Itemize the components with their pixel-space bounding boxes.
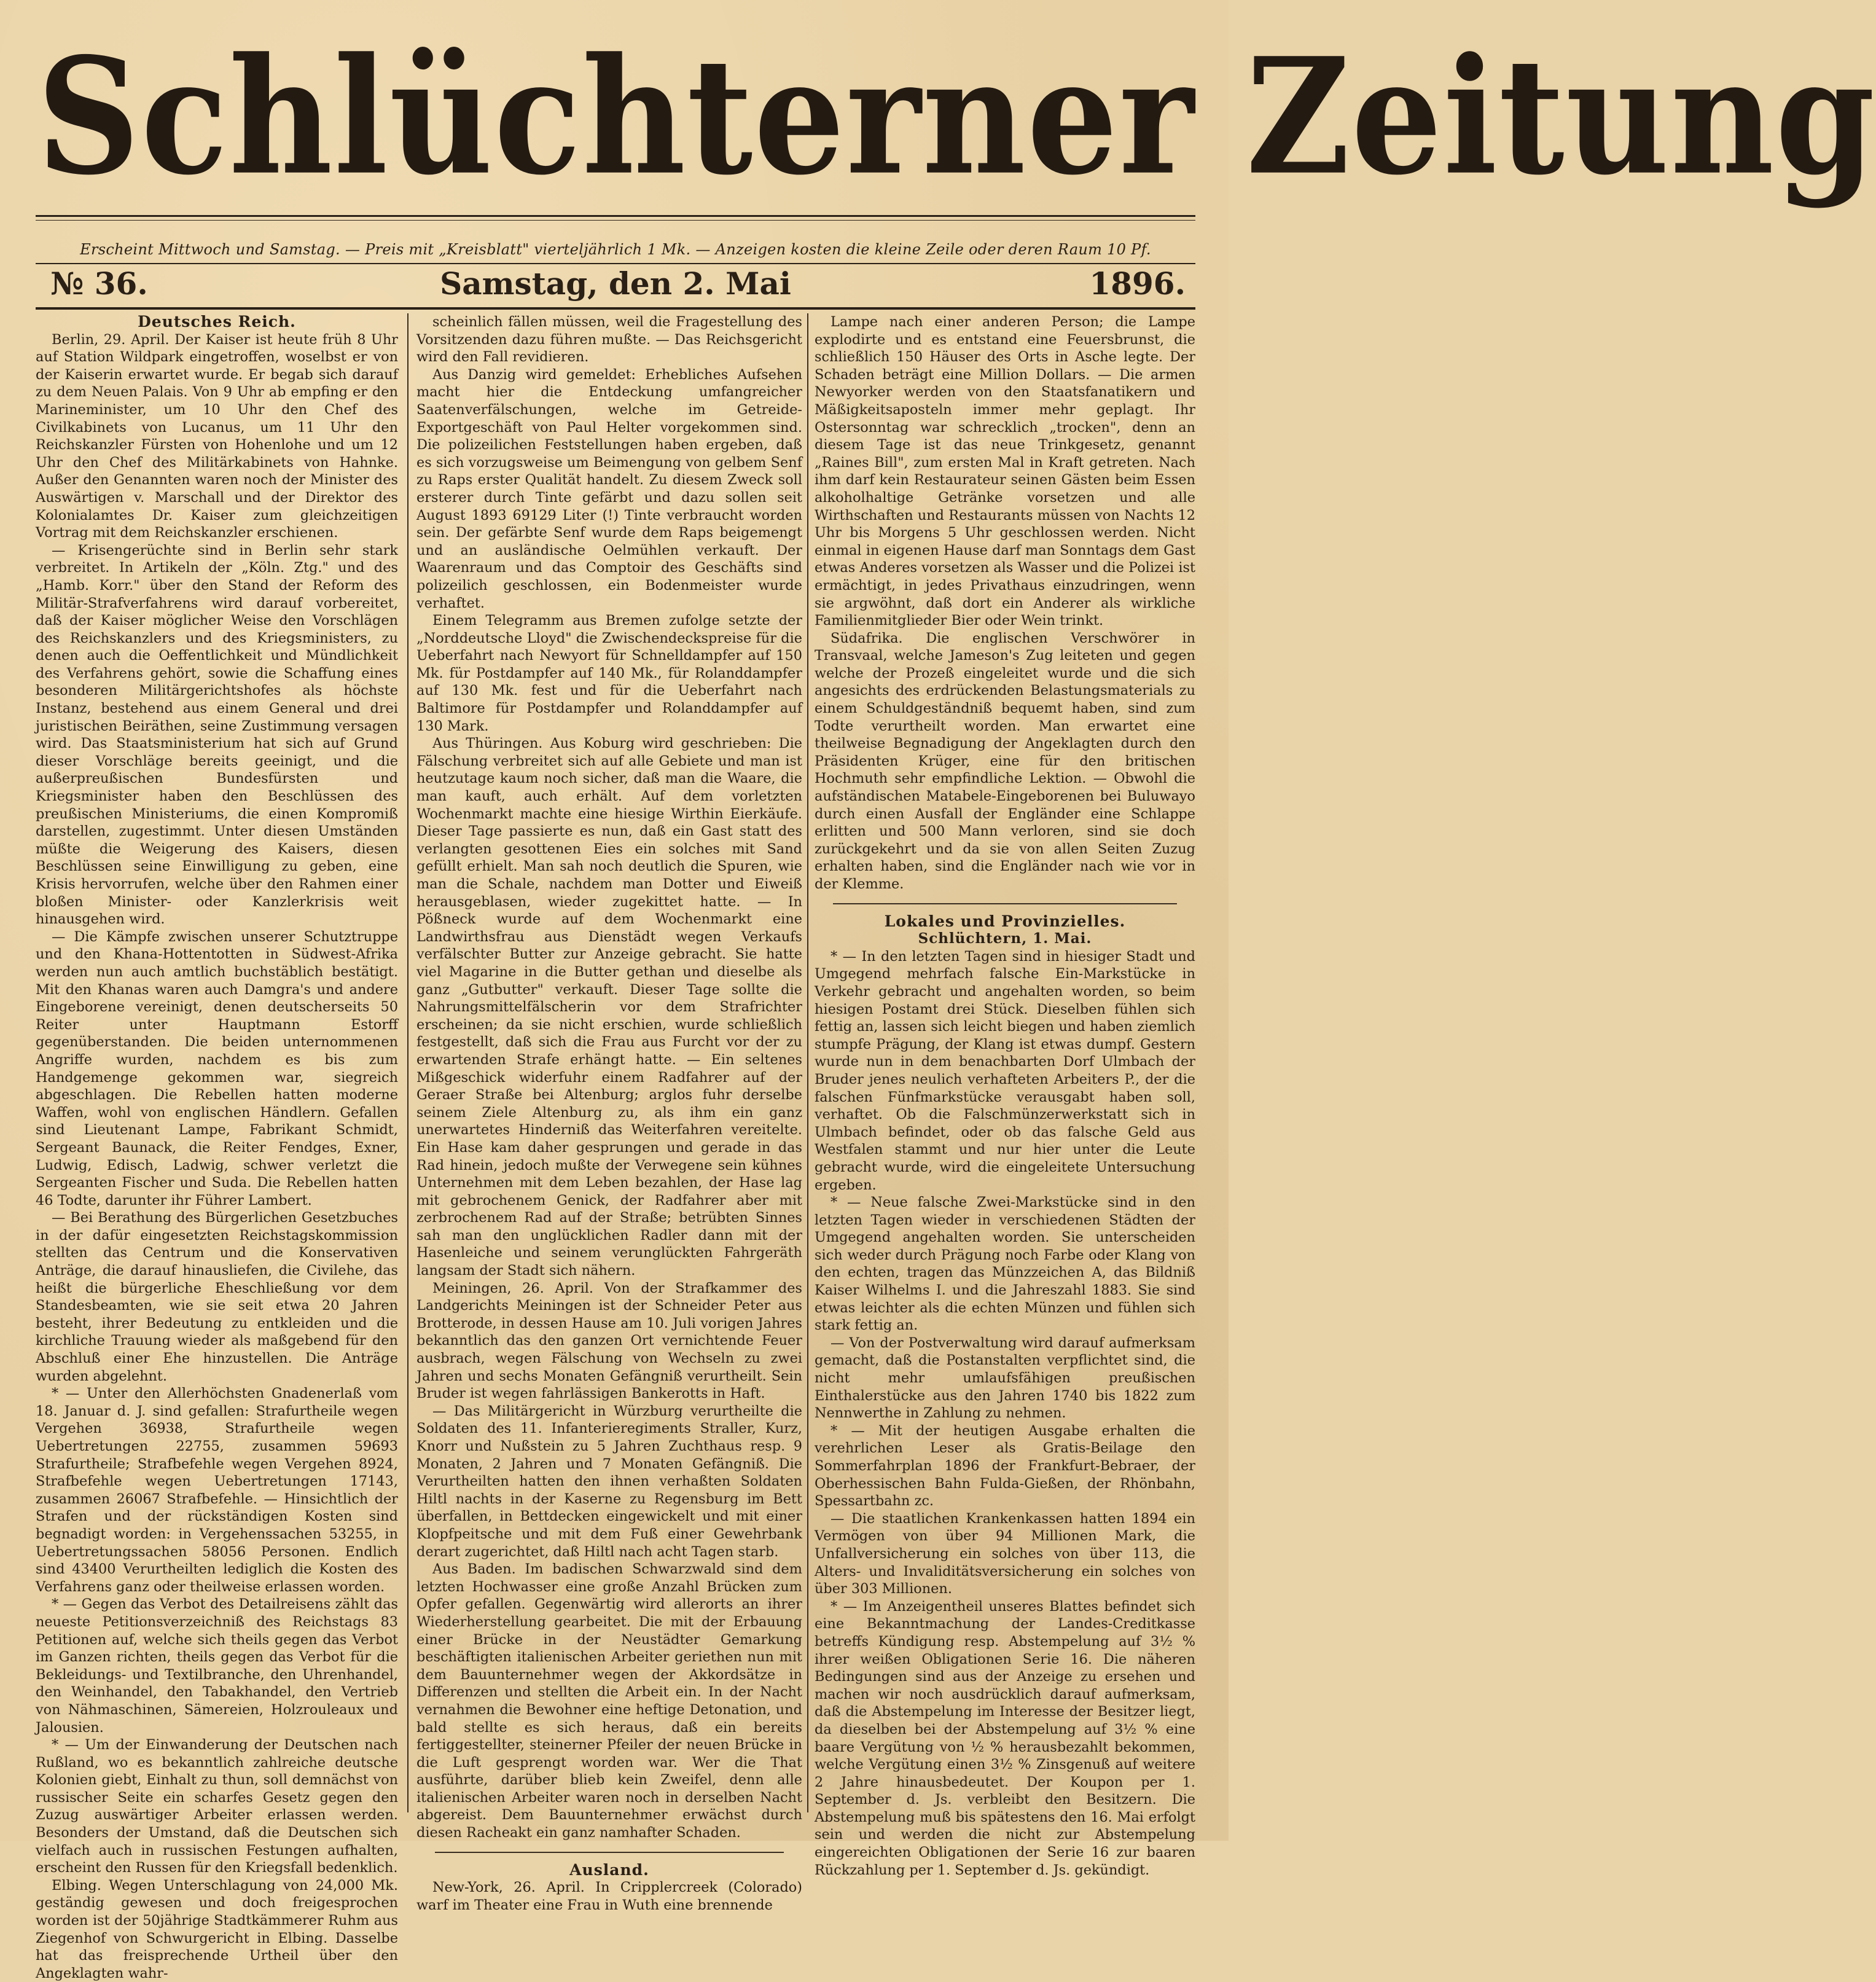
column-divider <box>807 313 808 1812</box>
column-3 <box>815 313 1195 1878</box>
dateline-rule <box>36 307 1195 310</box>
article-paragraph: Meiningen, 26. April. Von der Strafkammer des Landgerichts Meiningen ist der Schneider Peter aus Brotterode, in dessen Hause am 10. Juli vorigen Jahres bekanntlich das den ganzen Ort vernichtende Feuer ausbrach, wegen Fälschung von Wechseln zu zwei Jahren und sechs Monaten Gefängniß verurtheilt. Sein Bruder ist wegen fahrlässigen Bankerotts in Haft. <box>416 1280 802 1402</box>
article-paragraph: * — Neue falsche Zwei-Markstücke sind in den letzten Tagen wieder in verschiedenen Städten der Umgegend angehalten worden. Sie unterscheiden sich weder durch Prägung noch Farbe oder Klang von den echten, tragen das Münzzeichen A, das Bildniß Kaiser Wilhelms I. und die Jahreszahl 1883. Sie sind etwas leichter als die echten Münzen und fühlen sich stark fettig an. <box>815 1194 1195 1334</box>
article-paragraph: — Krisengerüchte sind in Berlin sehr stark verbreitet. In Artikeln der „Köln. Ztg." und des „Hamb. Korr." über den Stand der Reform des Militär-Strafverfahrens wird darauf vorbereitet, daß der Kaiser möglicher Weise den Vorschlägen des Reichskanzlers und des Kriegsministers, zu denen auch die Oeffentlichkeit und Mündlichkeit des Verfahrens gehört, sowie die Schaffung eines besonderen Militärgerichtshofes als höchste Instanz, bestehend aus einem General und drei juristischen Beiräthen, seine Zustimmung versagen wird. Das Staatsministerium hat sich auf Grund dieser Vorschläge bereits geeinigt, und die außerpreußischen Bundesfürsten und Kriegsminister haben den Beschlüssen des preußischen Ministeriums, die einen Kompromiß darstellen, zugestimmt. Unter diesen Umständen müßte die Weigerung des Kaisers, diesen Beschlüssen seine Einwilligung zu geben, eine Krisis hervorrufen, welche über den Rahmen einer bloßen Minister- oder Kanzlerkrisis weit hinausgehen wird. <box>36 542 398 928</box>
article-paragraph: Aus Baden. Im badischen Schwarzwald sind dem letzten Hochwasser eine große Anzahl Brücken zum Opfer gefallen. Gegenwärtig wird allerorts an ihrer Wiederherstellung gearbeitet. Die mit der Erbauung einer Brücke in der Neustädter Gemarkung beschäftigten italienischen Arbeiter geriethen nun mit dem Bauunternehmer wegen der Akkordsätze in Differenzen und stellten die Arbeit ein. In der Nacht vernahmen die Bewohner eine heftige Detonation, und bald stellte es sich heraus, daß ein bereits fertiggestellter, steinerner Pfeiler der neuen Brücke in die Luft gesprengt worden war. Wer die That ausführte, darüber blieb kein Zweifel, denn alle italienischen Arbeiter waren noch in derselben Nacht abgereist. Dem Bauunternehmer erwächst durch diesen Racheakt ein ganz namhafter Schaden. <box>416 1561 802 1841</box>
article-paragraph: — Die Kämpfe zwischen unserer Schutztruppe und den Khana-Hottentotten in Südwest-Afrika werden nun auch amtlich buchstäblich bestätigt. Mit den Khanas waren auch Damgra's und andere Eingeborene vereinigt, denen deutscherseits 50 Reiter unter Hauptmann Estorff gegenüberstanden. Die beiden unternommenen Angriffe wurden, nachdem es bis zum Handgemenge gekommen war, siegreich abgeschlagen. Die Rebellen hatten moderne Waffen, wohl von englischen Händlern. Gefallen sind Lieutenant Lampe, Fabrikant Schmidt, Sergeant Baunack, die Reiter Fendges, Exner, Ludwig, Edisch, Ladwig, schwer verletzt die Sergeanten Fischer und Suda. Die Rebellen hatten 46 Todte, darunter ihr Führer Lambert. <box>36 928 398 1208</box>
article-paragraph: Südafrika. Die englischen Verschwörer in Transvaal, welche Jameson's Zug leiteten und gegen welche der Prozeß eingeleitet wurde und die sich angesichts des erdrückenden Belastungsmaterials zu einem Schuldgeständniß bequemt haben, sind zum Todte verurtheilt worden. Man erwartet eine theilweise Begnadigung der Angeklagten durch den Präsidenten Krüger, eine für den britischen Hochmuth sehr empfindliche Lektion. — Obwohl die aufständischen Matabele-Eingeborenen bei Buluwayo durch einen Ausfall der Engländer eine Schlappe erlitten und 500 Mann verloren, sind sie doch zurückgekehrt und da sie von allen Seiten Zuzug erhalten haben, sind die Engländer nach wie vor in der Klemme. <box>815 630 1195 892</box>
section-heading: Lokales und Provinzielles. <box>884 912 1126 930</box>
article-paragraph: — Die staatlichen Krankenkassen hatten 1894 ein Vermögen von über 94 Millionen Mark, die Unfallversicherung ein solches von über 113, die Alters- und Invaliditätsversicherung ein solches von über 303 Millionen. <box>815 1510 1195 1597</box>
issue-number: № 36. <box>50 265 148 302</box>
article-paragraph: — Das Militärgericht in Würzburg verurtheilte die Soldaten des 11. Infanterieregiments Straller, Kurz, Knorr und Nußstein zu 5 Jahren Zuchthaus resp. 9 Monaten, 2 Jahren und 7 Monaten Gefängniß. Die Verurtheilten hatten den ihnen verhaßten Soldaten Hiltl nachts in der Kaserne zu Regensburg im Bett überfallen, in Bettdecken eingewickelt und mit einer Klopfpeitsche und mit dem Fuß einer Gewehrbank derart zugerichtet, daß Hiltl nach acht Tagen starb. <box>416 1403 802 1560</box>
column-2 <box>416 313 802 1913</box>
article-paragraph: * — Unter den Allerhöchsten Gnadenerlaß vom 18. Januar d. J. sind gefallen: Strafurtheile wegen Vergehen 36938, Strafurtheile wegen Uebertretungen 22755, zusammen 59693 Strafurtheile; Strafbefehle wegen Vergehen 8924, Strafbefehle wegen Uebertretungen 17143, zusammen 26067 Strafbefehle. — Hinsichtlich der Strafen und der rückständigen Kosten sind begnadigt worden: in Vergehenssachen 53255, in Uebertretungssachen 58056 Personen. Endlich sind 43400 Verurtheilten lediglich die Kosten des Verfahrens ganz oder theilweise erlassen worden. <box>36 1385 398 1595</box>
section-rule <box>435 1852 784 1853</box>
article-paragraph: Aus Danzig wird gemeldet: Erhebliches Aufsehen macht hier die Entdeckung umfangreicher Saatenverfälschungen, welche im Getreide-Exportgeschäft von Paul Helter vorgekommen sind. Die polizeilichen Feststellungen haben ergeben, daß es sich vorzugsweise um Beimengung von gelbem Senf zu Raps erster Qualität handelt. Zu diesem Zweck soll ersterer durch Tinte gefärbt und dazu sollen seit August 1893 69129 Liter (!) Tinte verbraucht worden sein. Der gefärbte Senf wurde dem Raps beigemengt und an ausländische Oelmühlen verkauft. Der Waarenraum und das Comptoir des Geschäfts sind polizeilich geschlossen, ein Bodenmeister wurde verhaftet. <box>416 366 802 611</box>
article-paragraph: * — Gegen das Verbot des Detailreisens zählt das neueste Petitionsverzeichniß des Reichstags 83 Petitionen auf, welche sich theils gegen das Verbot im Ganzen richten, theils gegen das Verbot für die Bekleidungs- und Textilbranche, den Uhrenhandel, den Weinhandel, den Tabakhandel, den Vertrieb von Nähmaschinen, Sämereien, Holzrouleaux und Jalousien. <box>36 1596 398 1736</box>
masthead-rule-thin <box>36 220 1195 221</box>
info-rule <box>36 263 1195 264</box>
section-heading: Ausland. <box>569 1860 649 1879</box>
article-paragraph: Einem Telegramm aus Bremen zufolge setzte der „Norddeutsche Lloyd" die Zwischendeckspreise für die Ueberfahrt nach Newyort für Schnelldampfer auf 150 Mk. für Postdampfer auf 140 Mk., für Rolanddampfer auf 130 Mk. fest und für die Ueberfahrt nach Baltimore für Postdampfer und Rolanddampfer auf 130 Mark. <box>416 613 802 734</box>
article-paragraph: scheinlich fällen müssen, weil die Fragestellung des Vorsitzenden dazu führen mußte. — Das Reichsgericht wird den Fall revidieren. <box>416 314 802 366</box>
article-columns <box>36 313 1195 1981</box>
article-paragraph: — Bei Berathung des Bürgerlichen Gesetzbuches in der dafür eingesetzten Reichstagskommission stellten das Centrum und die Konservativen Anträge, die darauf hinausliefen, die Civilehe, das heißt die bürgerliche Eheschließung vor dem Standesbeamten, wie sie seit etwa 20 Jahren besteht, ihrer Bedeutung zu entkleiden und die kirchliche Trauung wieder als maßgebend für den Abschluß einer Ehe hinzustellen. Die Anträge wurden abgelehnt. <box>36 1210 398 1384</box>
section-heading: Deutsches Reich. <box>138 313 296 331</box>
article-paragraph: * — Um der Einwanderung der Deutschen nach Rußland, wo es bekanntlich zahlreiche deutsche Kolonien giebt, Einhalt zu thun, soll demnächst von russischer Seite ein scharfes Gesetz gegen den Zuzug auswärtiger Arbeiter erlassen werden. Besonders der Umstand, daß die Deutschen sich vielfach auch in russischen Festungen aufhalten, erscheint den Russen für den Kriegsfall bedenklich. <box>36 1737 398 1876</box>
publication-info: Erscheint Mittwoch und Samstag. — Preis mit „Kreisblatt" vierteljährlich 1 Mk. — Anzeigen kosten die kleine Zeile oder deren Raum 10 Pf. <box>80 241 1151 258</box>
issue-date: Samstag, den 2. Mai <box>440 265 791 302</box>
newspaper-masthead: Schlüchterner Zeitung <box>37 22 1876 211</box>
article-paragraph: * — In den letzten Tagen sind in hiesiger Stadt und Umgegend mehrfach falsche Ein-Markstücke in Verkehr gebracht und angehalten worden, so beim hiesigen Postamt drei Stück. Dieselben fühlen sich fettig an, lassen sich leicht biegen und haben ziemlich stumpfe Prägung, der Klang ist etwas dumpf. Gestern wurde nun in dem benachbarten Dorf Ulmbach der Bruder jenes neulich verhafteten Arbeiters P., der die falschen Fünfmarkstücke verausgabt haben soll, verhaftet. Ob die Falschmünzerwerkstatt sich in Ulmbach befindet, oder ob das falsche Geld aus Westfalen stammt und nur hier unter die Leute gebracht wurde, wird die eingeleitete Untersuchung ergeben. <box>815 948 1195 1193</box>
issue-year: 1896. <box>1089 265 1186 302</box>
article-paragraph: * — Mit der heutigen Ausgabe erhalten die verehrlichen Leser als Gratis-Beilage den Sommerfahrplan 1896 der Frankfurt-Bebraer, der Oberhessischen Bahn Fulda-Gießen, der Rhönbahn, Spessartbahn zc. <box>815 1422 1195 1510</box>
column-divider <box>407 313 408 1812</box>
issue-dateline <box>36 265 1195 308</box>
article-paragraph: * — Im Anzeigentheil unseres Blattes befindet sich eine Bekanntmachung der Landes-Creditkasse betreffs Kündigung resp. Abstempelung auf 3½ % ihrer weißen Obligationen Serie 16. Die näheren Bedingungen sind aus der Anzeige zu ersehen und machen wir noch ausdrücklich darauf aufmerksam, daß die Abstempelung im Interesse der Besitzer liegt, da dieselben bei der Abstempelung auf 3½ % eine baare Vergütung von ½ % herausbezahlt bekommen, welche Vergütung einen 3½ % Zinsgenuß auf weitere 2 Jahre hinausbedeutet. Der Koupon per 1. September d. Js. verbleibt den Besitzern. Die Abstempelung muß bis spätestens den 16. Mai erfolgt sein und werden die nicht zur Abstempelung eingereichten Obligationen der Serie 16 zur baaren Rückzahlung per 1. September d. Js. gekündigt. <box>815 1598 1195 1878</box>
article-paragraph: Aus Thüringen. Aus Koburg wird geschrieben: Die Fälschung verbreitet sich auf alle Gebiete und man ist heutzutage kaum noch sicher, daß man die Waare, die man kauft, auch erhält. Auf dem vorletzten Wochenmarkt machte eine hiesige Wirthin Eierkäufe. Dieser Tage passierte es nun, daß ein Gast statt des verlangten gesottenen Eies ein solches mit Sand gefüllt erhielt. Man sah noch deutlich die Spuren, wie man die Schale, nachdem man Dotter und Eiweiß herausgeblasen, wieder zugekittet hatte. — In Pößneck wurde auf dem Wochenmarkt eine Landwirthsfrau aus Dienstädt wegen Verkaufs verfälschter Butter zur Anzeige gebracht. Sie hatte viel Magarine in die Butter gethan und dieselbe als ganz „Gutbutter" verkauft. Dieser Tage sollte die Nahrungsmittelfälscherin vor dem Strafrichter erscheinen; da sie nicht erschien, wurde schließlich festgestellt, daß sich die Frau aus Furcht vor der zu erwartenden Strafe erhängt hatte. — Ein seltenes Mißgeschick widerfuhr einem Radfahrer auf der Geraer Straße bei Altenburg; arglos fuhr derselbe seinem Ziele Altenburg zu, als ihm ein ganz unerwartetes Hinderniß das Weiterfahren vereitelte. Ein Hase kam daher gesprungen und gerade in das Rad hinein, jedoch mußte der Verwegene sein kühnes Unternehmen mit dem Leben bezahlen, der Hase lag mit gebrochenem Genick, der Radfahrer aber mit zerbrochenem Rad auf der Straße; betrübten Sinnes sah man den unglücklichen Radler dann mit der Hasenleiche und seinem verunglückten Fahrgeräth langsam der Stadt sich nähern. <box>416 735 802 1279</box>
article-paragraph: New-York, 26. April. In Cripplercreek (Colorado) warf im Theater eine Frau in Wuth eine brennende <box>416 1879 802 1913</box>
section-rule <box>833 903 1177 904</box>
article-paragraph: Lampe nach einer anderen Person; die Lampe explodirte und es entstand eine Feuersbrunst, die schließlich 150 Häuser des Orts in Asche legte. Der Schaden beträgt eine Million Dollars. — Die armen Newyorker werden von den Staatsfanatikern und Mäßigkeitsaposteln immer mehr geplagt. Ihr Ostersonntag war schrecklich „trocken", denn an diesem Tage ist das neue Trinkgesetz, genannt „Raines Bill", zum ersten Mal in Kraft getreten. Nach ihm darf kein Restaurateur seinen Gästen beim Essen alkoholhaltige Getränke vorsetzen und alle Wirthschaften und Restaurants müssen von Nachts 12 Uhr bis Morgens 5 Uhr geschlossen werden. Nicht einmal in eigenen Hause darf man Sonntags dem Gast etwas Anderes vorsetzen als Wasser und die Polizei ist ermächtigt, in jedes Privathaus einzudringen, wenn sie argwöhnt, daß dort ein Anderer als wirkliche Familienmitglieder Bier oder Wein trinkt. <box>815 314 1195 629</box>
article-paragraph: — Von der Postverwaltung wird darauf aufmerksam gemacht, daß die Postanstalten verpflichtet sind, die nicht mehr umlaufsfähigen preußischen Einthalerstücke aus den Jahren 1740 bis 1822 zum Nennwerthe in Zahlung zu nehmen. <box>815 1334 1195 1422</box>
masthead-rule <box>36 215 1195 217</box>
article-paragraph: Berlin, 29. April. Der Kaiser ist heute früh 8 Uhr auf Station Wildpark eingetroffen, woselbst er von der Kaiserin erwartet wurde. Er begab sich darauf zu dem Neuen Palais. Von 9 Uhr ab empfing er den Marineminister, um 10 Uhr den Chef des Civilkabinets von Lucanus, um 11 Uhr den Reichskanzler Fürsten von Hohenlohe und um 12 Uhr den Chef des Militärkabinets von Hahnke. Außer den Genannten waren noch der Minister des Auswärtigen v. Marschall und der Direktor des Kolonialamtes Dr. Kaiser zum gleichzeitigen Vortrag mit dem Reichskanzler erschienen. <box>36 331 398 541</box>
column-1 <box>36 313 398 1981</box>
article-paragraph: Elbing. Wegen Unterschlagung von 24,000 Mk. geständig gewesen und doch freigesprochen worden ist der 50jährige Stadtkämmerer Ruhm aus Ziegenhof von Schwurgericht in Elbing. Dasselbe hat das freisprechende Urtheil über den Angeklagten wahr- <box>36 1877 398 1981</box>
local-dateline: Schlüchtern, 1. Mai. <box>918 930 1092 947</box>
